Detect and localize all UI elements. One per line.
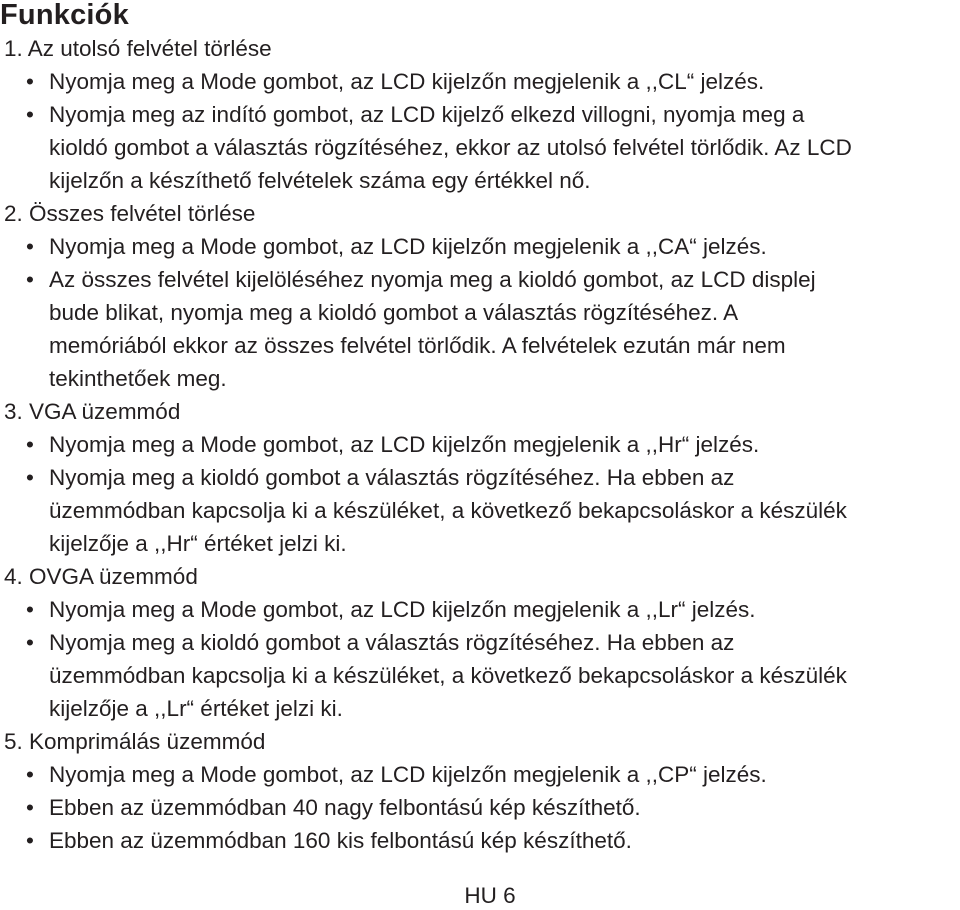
page-number: HU 6 bbox=[464, 883, 516, 908]
section-1-bullet-2 bbox=[26, 101, 804, 129]
section-5-bullet-1 bbox=[26, 761, 767, 789]
bullet-text: Nyomja meg a Mode gombot, az LCD kijelzőn megjelenik a ,,CP“ jelzés. bbox=[49, 762, 767, 787]
bullet-icon: • bbox=[26, 795, 34, 820]
bullet-continuation: memóriából ekkor az összes felvétel törlődik. A felvételek ezután már nem bbox=[49, 333, 786, 358]
bullet-icon: • bbox=[26, 762, 34, 787]
bullet-continuation: kijelzőn a készíthető felvételek száma egy értékkel nő. bbox=[49, 168, 591, 193]
bullet-icon: • bbox=[26, 102, 34, 127]
bullet-text: Nyomja meg a Mode gombot, az LCD kijelzőn megjelenik a ,,Lr“ jelzés. bbox=[49, 597, 756, 622]
bullet-continuation: kioldó gombot a választás rögzítéséhez, ekkor az utolsó felvétel törlődik. Az LCD bbox=[49, 135, 852, 160]
bullet-icon: • bbox=[26, 69, 34, 94]
section-2-bullet-2 bbox=[26, 266, 816, 294]
bullet-icon: • bbox=[26, 234, 34, 259]
bullet-continuation: üzemmódban kapcsolja ki a készüléket, a következő bekapcsoláskor a készülék bbox=[49, 498, 847, 523]
bullet-continuation: üzemmódban kapcsolja ki a készüléket, a következő bekapcsoláskor a készülék bbox=[49, 663, 847, 688]
bullet-continuation: tekinthetőek meg. bbox=[49, 366, 227, 391]
bullet-continuation: kijelzője a ,,Lr“ értéket jelzi ki. bbox=[49, 696, 343, 721]
bullet-text: Ebben az üzemmódban 160 kis felbontású kép készíthető. bbox=[49, 828, 632, 853]
bullet-text: Nyomja meg a Mode gombot, az LCD kijelzőn megjelenik a ,,CA“ jelzés. bbox=[49, 234, 767, 259]
bullet-text: Nyomja meg az indító gombot, az LCD kijelző elkezd villogni, nyomja meg a bbox=[49, 102, 805, 127]
bullet-text: Nyomja meg a kioldó gombot a választás rögzítéséhez. Ha ebben az bbox=[49, 630, 735, 655]
bullet-icon: • bbox=[26, 267, 34, 292]
section-1-bullet-1 bbox=[26, 68, 764, 96]
bullet-icon: • bbox=[26, 597, 34, 622]
bullet-text: Nyomja meg a kioldó gombot a választás rögzítéséhez. Ha ebben az bbox=[49, 465, 735, 490]
page-title: Funkciók bbox=[0, 0, 129, 31]
bullet-continuation: bude blikat, nyomja meg a kioldó gombot a választás rögzítéséhez. A bbox=[49, 300, 739, 325]
bullet-continuation: kijelzője a ,,Hr“ értéket jelzi ki. bbox=[49, 531, 347, 556]
section-4-bullet-1 bbox=[26, 596, 756, 624]
bullet-text: Nyomja meg a Mode gombot, az LCD kijelzőn megjelenik a ,,CL“ jelzés. bbox=[49, 69, 765, 94]
section-2-bullet-1 bbox=[26, 233, 767, 261]
section-4-bullet-2 bbox=[26, 629, 734, 657]
section-3-bullet-1 bbox=[26, 431, 759, 459]
bullet-icon: • bbox=[26, 432, 34, 457]
section-4-heading: 4. OVGA üzemmód bbox=[4, 564, 198, 589]
bullet-text: Nyomja meg a Mode gombot, az LCD kijelzőn megjelenik a ,,Hr“ jelzés. bbox=[49, 432, 760, 457]
bullet-text: Ebben az üzemmódban 40 nagy felbontású kép készíthető. bbox=[49, 795, 641, 820]
bullet-icon: • bbox=[26, 630, 34, 655]
bullet-icon: • bbox=[26, 465, 34, 490]
section-5-heading: 5. Komprimálás üzemmód bbox=[4, 729, 266, 754]
section-5-bullet-2 bbox=[26, 794, 641, 822]
section-5-bullet-3 bbox=[26, 827, 632, 855]
bullet-icon: • bbox=[26, 828, 34, 853]
section-3-bullet-2 bbox=[26, 464, 734, 492]
section-1-heading: 1. Az utolsó felvétel törlése bbox=[4, 36, 272, 61]
section-3-heading: 3. VGA üzemmód bbox=[4, 399, 181, 424]
bullet-text: Az összes felvétel kijelöléséhez nyomja meg a kioldó gombot, az LCD displej bbox=[49, 267, 816, 292]
section-2-heading: 2. Összes felvétel törlése bbox=[4, 201, 256, 226]
